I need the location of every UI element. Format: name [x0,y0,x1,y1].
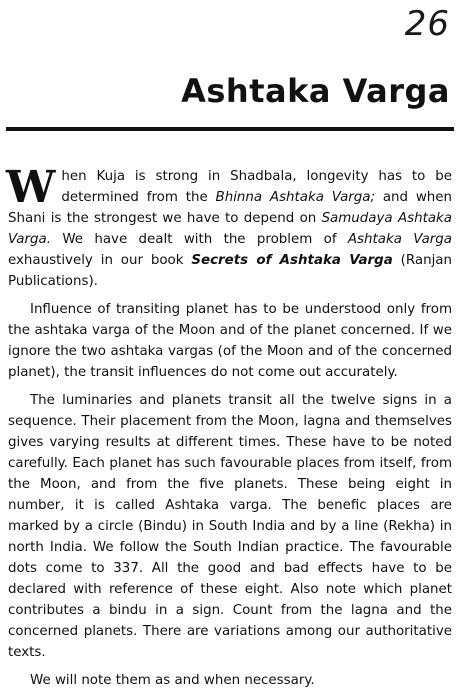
paragraph-4: We will note them as and when necessary. [30,673,315,688]
paragraph-1-text-4: exhaustively in our book [8,253,192,268]
paragraph-2: Influence of transiting planet has to be understood only from the ashtaka varga of the Moon and of the planet concerned. If we ignore the two ashtaka vargas (of the Moon and of the concerned planet), the transit influences do not come out accurately. [8,302,452,380]
paragraph-3: The luminaries and planets transit all the twelve signs in a sequence. Their placement from the Moon, lagna and themselves gives varying results at different times. These have to be noted carefully. Each planet has such favourable places from itself, from the Moon, and from the five planets. These being eight in number, it is called Ashtaka varga. The benefic places are marked by a circle (Bindu) in South India and by a line (Rekha) in north India. We follow the South Indian practice. The favourable dots come to 337. All the good and bad effects have to be declared with reference of these eight. Also note which planet contributes a bindu in a sign. Count from the lagna and the concerned planets. There are variations among our authoritative texts. [8,393,452,660]
book-title: Secrets of Ashtaka Varga [191,253,393,268]
chapter-number: 26 [404,4,450,44]
italic-ashtaka-varga: Ashtaka Varga [347,232,452,247]
paragraph-1-text-2: and when Shani is the strongest we have to depend on [8,190,452,226]
paragraph-1-text-1: hen Kuja is strong in Shadbala, longevity has to be determined from the [61,169,452,205]
chapter-title: Ashtaka Varga [181,72,450,110]
paragraph-1 [6,162,452,292]
paragraph-1-text-5: (Ranjan Publications). [8,253,452,289]
drop-cap: W [6,162,56,213]
title-divider [6,127,454,131]
paragraph-1-text-3: We have dealt with the problem of [50,232,348,247]
body-text [6,162,452,698]
italic-bhinna-ashtaka-varga: Bhinna Ashtaka Varga; [215,190,375,205]
italic-samudaya-ashtaka-varga: Samudaya Ashtaka Varga. [8,211,452,247]
